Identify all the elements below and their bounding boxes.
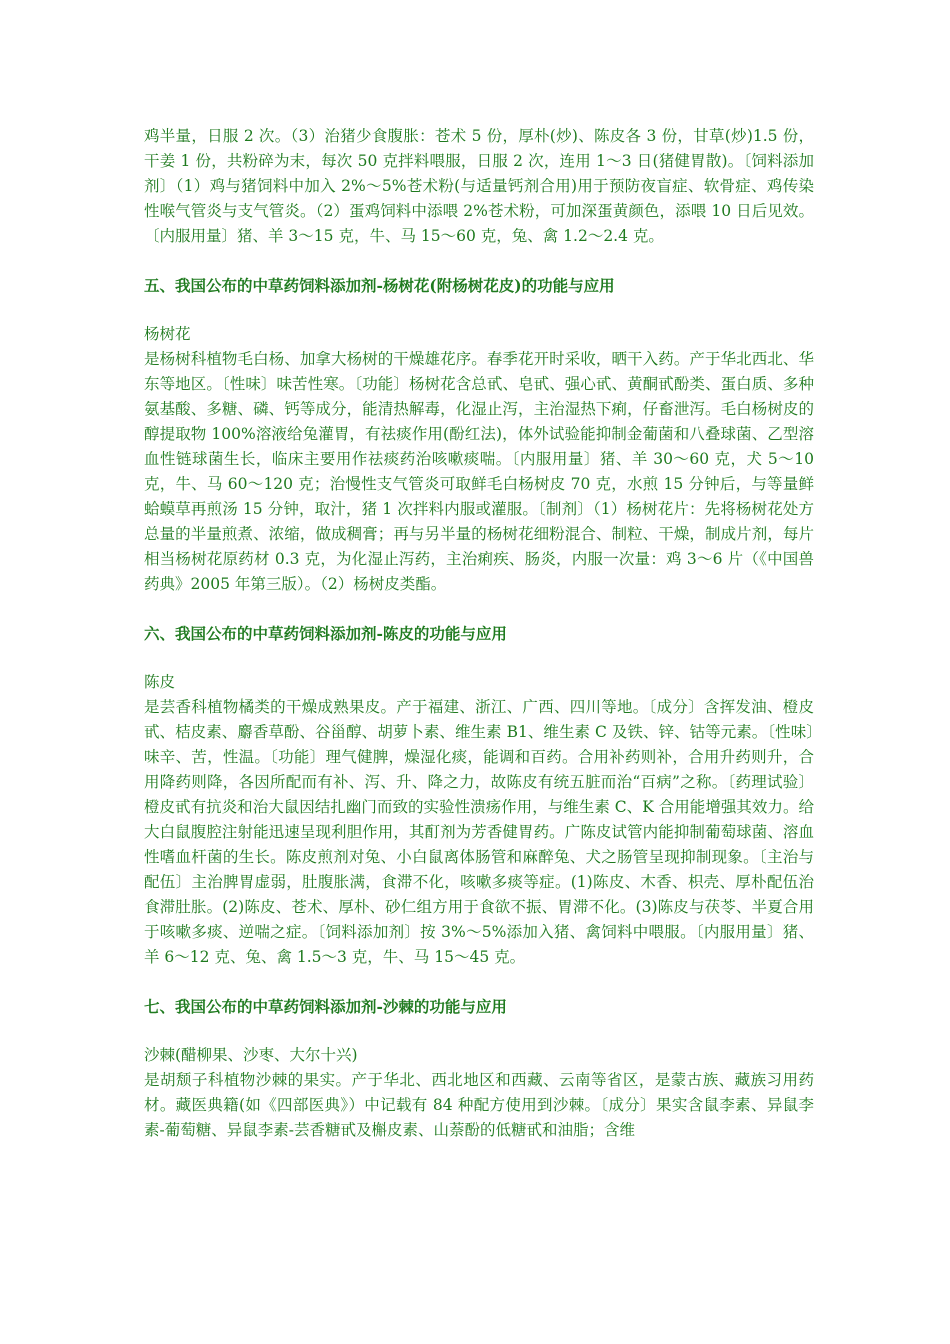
section-heading-yangshuhua: 五、我国公布的中草药饲料添加剂-杨树花(附杨树花皮)的功能与应用 bbox=[144, 276, 615, 295]
section-body-shaji: 是胡颓子科植物沙棘的果实。产于华北、西北地区和西藏、云南等省区，是蒙古族、藏族习用药材。藏医典籍(如《四部医典》）中记载有 84 种配方使用到沙棘。〔成分〕果实含鼠李素、异鼠李素-葡萄糖、异鼠李素-芸香糖甙及槲皮素、山萘酚的低糖甙和油脂；含维 bbox=[144, 1071, 814, 1139]
section-subtitle-chenpi: 陈皮 bbox=[144, 673, 176, 691]
section-body-chenpi: 是芸香科植物橘类的干燥成熟果皮。产于福建、浙江、广西、四川等地。〔成分〕含挥发油、橙皮甙、桔皮素、麝香草酚、谷甾醇、胡萝卜素、维生素 B1、维生素 C 及铁、锌、钴等元素。〔性味〕味辛、苦，性温。〔功能〕理气健脾，燥湿化痰，能调和百药。合用补药则补，合用升药则升，合用降药则降，各因所配而有补、泻、升、降之力，故陈皮有统五脏而治“百病”之称。〔药理试验〕橙皮甙有抗炎和治大鼠因结扎幽门而致的实验性溃疡作用，与维生素 C、K 合用能增强其效力。给大白鼠腹腔注射能迅速呈现利胆作用，其酊剂为芳香健胃药。广陈皮试管内能抑制葡萄球菌、溶血性嗜血杆菌的生长。陈皮煎剂对兔、小白鼠离体肠管和麻醉兔、犬之肠管呈现抑制现象。〔主治与配伍〕主治脾胃虚弱，肚腹胀满，食滞不化，咳嗽多痰等症。(1)陈皮、木香、枳壳、厚朴配伍治食滞肚胀。(2)陈皮、苍术、厚朴、砂仁组方用于食欲不振、胃滞不化。(3)陈皮与茯苓、半夏合用于咳嗽多痰、逆喘之症。〔饲料添加剂〕按 3%～5%添加入猪、禽饲料中喂服。〔内服用量〕猪、羊 6～12 克、兔、禽 1.5～3 克，牛、马 15～45 克。 bbox=[144, 698, 814, 966]
section-subtitle-yangshuhua: 杨树花 bbox=[144, 325, 191, 343]
intro-paragraph: 鸡半量，日服 2 次。（3）治猪少食腹胀：苍术 5 份，厚朴(炒)、陈皮各 3 份，甘草(炒)1.5 份，干姜 1 份，共粉碎为末，每次 50 克拌料喂服，日服 2 次，连用 1～3 日(猪健胃散)。〔饲料添加剂〕（1）鸡与猪饲料中加入 2%～5%苍术粉(与适量钙剂合用)用于预防夜盲症、软骨症、鸡传染性喉气管炎与支气管炎。（2）蛋鸡饲料中添喂 2%苍术粉，可加深蛋黄颜色，添喂 10 日后见效。〔内服用量〕猪、羊 3～15 克，牛、马 15～60 克，兔、禽 1.2～2.4 克。 bbox=[144, 127, 814, 245]
section-body-yangshuhua: 是杨树科植物毛白杨、加拿大杨树的干燥雄花序。春季花开时采收，晒干入药。产于华北西北、华东等地区。〔性味〕味苦性寒。〔功能〕杨树花含总甙、皂甙、强心甙、黄酮甙酚类、蛋白质、多种氨基酸、多糖、磷、钙等成分，能清热解毒，化湿止泻，主治湿热下痢，仔畜泄泻。毛白杨树皮的醇提取物 100%溶液给兔灌胃，有祛痰作用(酚红法)，体外试验能抑制金葡菌和八叠球菌、乙型溶血性链球菌生长，临床主要用作祛痰药治咳嗽痰喘。〔内服用量〕猪、羊 30～60 克，犬 5～10 克，牛、马 60～120 克；治慢性支气管炎可取鲜毛白杨树皮 70 克，水煎 15 分钟后，与等量鲜蛤蟆草再煎汤 15 分钟，取汁，猪 1 次拌料内服或灌服。〔制剂〕（1）杨树花片：先将杨树花处方总量的半量煎煮、浓缩，做成稠膏；再与另半量的杨树花细粉混合、制粒、干燥，制成片剂，每片相当杨树花原药材 0.3 克，为化湿止泻药，主治痢疾、肠炎，内服一次量：鸡 3～6 片（《中国兽药典》2005 年第三版）。（2）杨树皮类酯。 bbox=[144, 350, 814, 593]
section-heading-shaji: 七、我国公布的中草药饲料添加剂-沙棘的功能与应用 bbox=[144, 997, 507, 1016]
section-subtitle-shaji: 沙棘(醋柳果、沙枣、大尔十兴) bbox=[144, 1046, 358, 1064]
section-heading-chenpi: 六、我国公布的中草药饲料添加剂-陈皮的功能与应用 bbox=[144, 624, 507, 643]
document-page bbox=[144, 124, 814, 1143]
